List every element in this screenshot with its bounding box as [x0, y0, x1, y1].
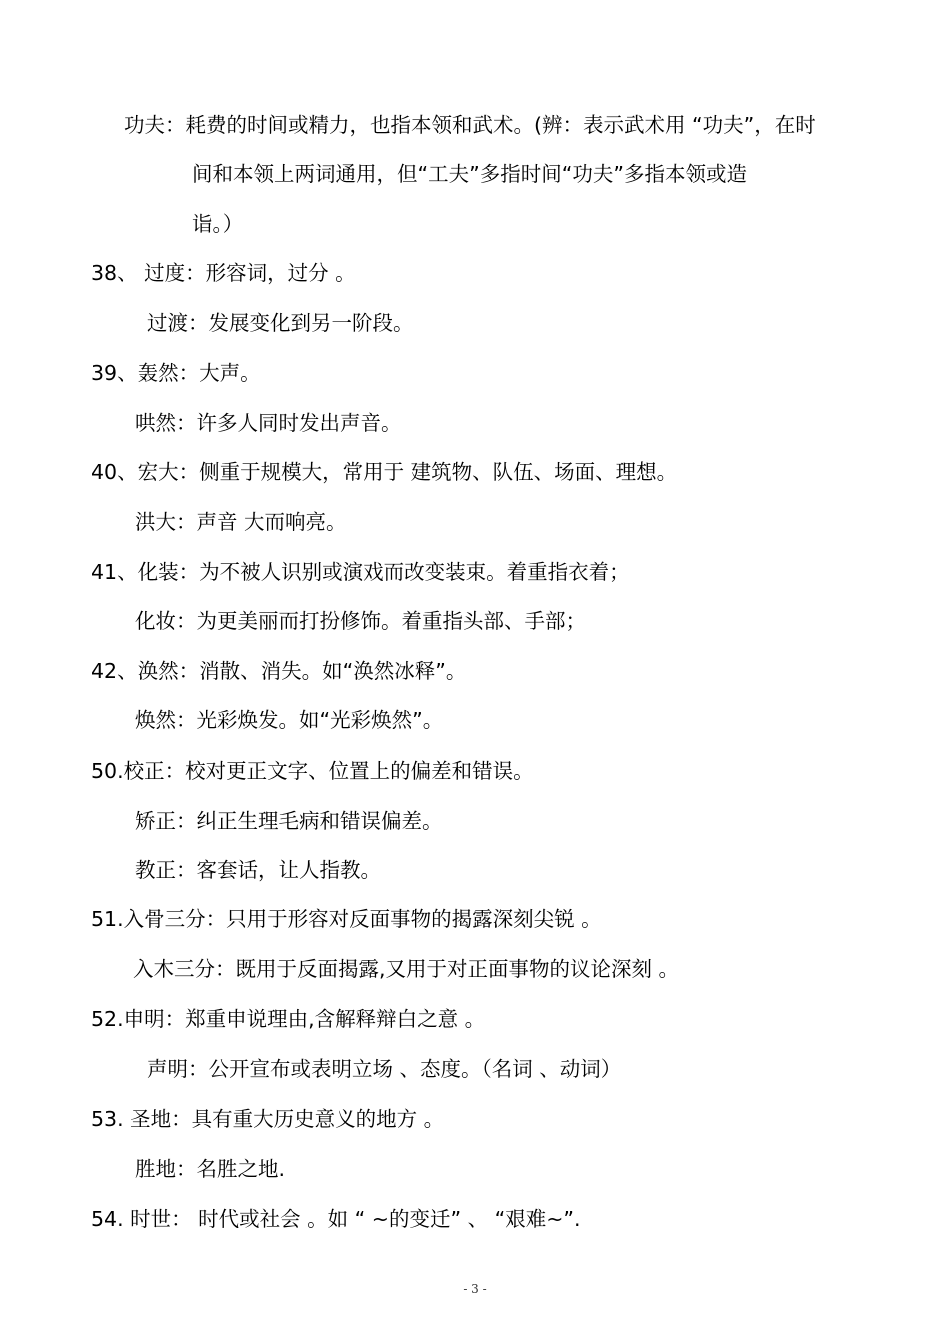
entry-51-rumusanfen: 入木三分：既用于反面揭露,又用于对正面事物的议论深刻 。	[133, 957, 680, 981]
entry-40-hongda: 40、宏大：侧重于规模大，常用于 建筑物、队伍、场面、理想。	[91, 460, 678, 484]
entry-50-jiaozheng-alt-1: 矫正：纠正生理毛病和错误偏差。	[135, 809, 443, 833]
entry-42-huanran: 42、涣然：消散、消失。如“涣然冰释”。	[91, 659, 467, 683]
entry-gongfu-line-2: 间和本领上两词通用，但“工夫”多指时间“功夫”多指本领或造	[192, 162, 747, 186]
entry-53-shengdi: 53. 圣地：具有重大历史意义的地方 。	[91, 1107, 445, 1131]
entry-51-rugusanfen: 51.入骨三分：只用于形容对反面事物的揭露深刻尖锐 。	[91, 907, 602, 931]
entry-52-shengming: 声明：公开宣布或表明立场 、态度。（名词 、动词）	[147, 1057, 622, 1081]
entry-41-huazhuang-alt: 化妆：为更美丽而打扮修饰。着重指头部、手部；	[135, 609, 586, 633]
entry-40-hongda-alt: 洪大：声音 大而响亮。	[135, 510, 347, 534]
entry-38-guodu: 38、 过度：形容词，过分 。	[91, 261, 356, 285]
entry-52-shenming: 52.申明：郑重申说理由,含解释辩白之意 。	[91, 1007, 486, 1031]
entry-53-shengdi-alt: 胜地：名胜之地.	[135, 1157, 286, 1181]
entry-50-jiaozheng: 50.校正：校对更正文字、位置上的偏差和错误。	[91, 759, 534, 783]
entry-41-huazhuang: 41、化装：为不被人识别或演戏而改变装束。着重指衣着；	[91, 560, 630, 584]
entry-38-guodu-alt: 过渡：发展变化到另一阶段。	[147, 311, 414, 335]
entry-50-jiaozheng-alt-2: 教正：客套话，让人指教。	[135, 858, 381, 882]
entry-gongfu-line-3: 诣。）	[192, 212, 244, 236]
entry-54-shishi: 54. 时世： 时代或社会 。如 “ ~的变迁” 、 “艰难~”.	[91, 1207, 581, 1231]
entry-39-hongran-alt: 哄然：许多人同时发出声音。	[135, 411, 402, 435]
entry-42-huanran-alt: 焕然：光彩焕发。如“光彩焕然”。	[135, 708, 444, 732]
entry-39-hongran: 39、轰然：大声。	[91, 361, 261, 385]
entry-gongfu-line-1: 功夫：耗费的时间或精力，也指本领和武术。(辨：表示武术用 “功夫”，在时	[124, 113, 816, 137]
page-number: - 3 -	[463, 1282, 487, 1296]
